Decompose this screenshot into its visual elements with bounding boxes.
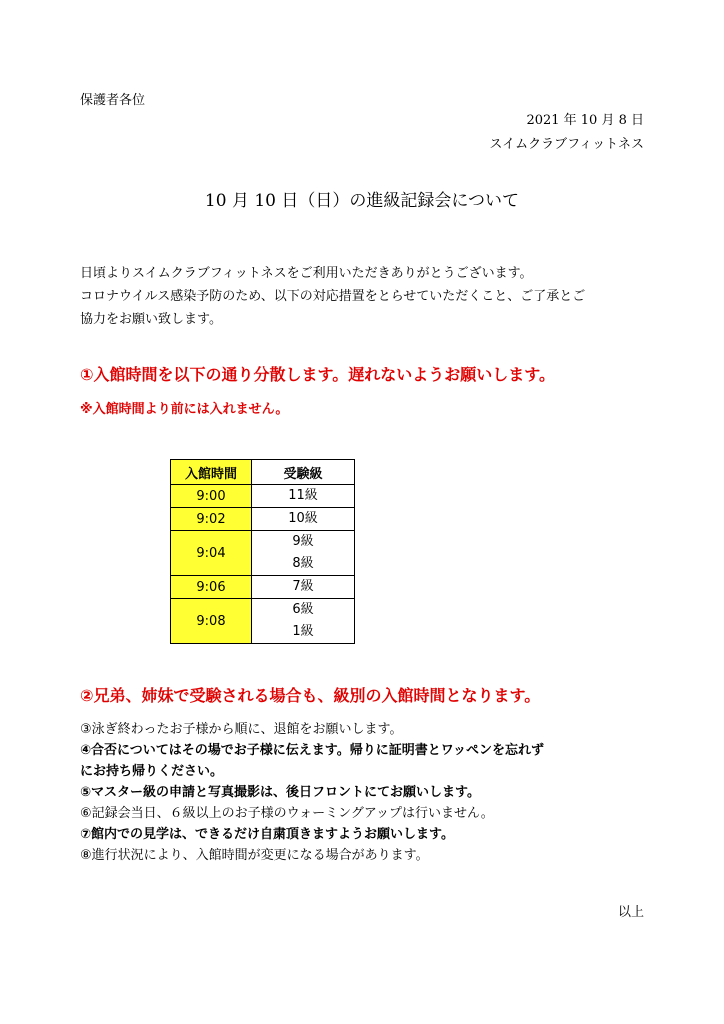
grade-cell [252, 508, 355, 531]
grade-value: 6級 [292, 602, 314, 617]
section1-heading: ①入館時間を以下の通り分散します。遅れないようお願いします。 [80, 365, 555, 384]
list-item: ⑥記録会当日、６級以上のお子様のウォーミングアップは行いません。 [80, 806, 494, 821]
entry-time-cell: 9:00 [171, 485, 252, 508]
grade-cell [252, 531, 355, 576]
intro-line: 日頃よりスイムクラブフィットネスをご利用いただきありがとうございます。 [80, 266, 533, 281]
list-item: ⑦館内での見学は、できるだけ自粛頂きますようお願いします。 [80, 827, 454, 842]
document-date: 2021 年 10 月 8 日 [526, 113, 644, 128]
grade-value: 8級 [292, 556, 314, 571]
entry-note: ※入館時間より前には入れません。 [80, 402, 289, 417]
entry-time-cell: 9:06 [171, 576, 252, 599]
list-item: ⑧進行状況により、入館時間が変更になる場合があります。 [80, 848, 429, 863]
intro-paragraph [80, 262, 585, 331]
grade-cell [252, 485, 355, 508]
table-row [171, 508, 355, 531]
list-item: にお持ち帰りください。 [80, 764, 224, 779]
entry-schedule-table [170, 459, 355, 644]
grade-value: 11級 [288, 488, 318, 503]
table-header-row [171, 460, 355, 485]
document-title: 10 月 10 日（日）の進級記録会について [204, 191, 520, 211]
intro-line: 協力をお願い致します。 [80, 312, 222, 327]
addressee: 保護者各位 [80, 93, 146, 108]
list-item: ⑤マスター級の申請と写真撮影は、後日フロントにてお願いします。 [80, 785, 480, 800]
table-row [171, 531, 355, 576]
header-entry-time: 入館時間 [171, 460, 252, 485]
table-row [171, 485, 355, 508]
entry-time-cell: 9:04 [171, 531, 252, 576]
entry-time-cell: 9:08 [171, 599, 252, 644]
grade-value: 7級 [292, 579, 314, 594]
intro-line: コロナウイルス感染予防のため、以下の対応措置をとらせていただくこと、ご了承とご [80, 289, 586, 304]
grade-cell [252, 576, 355, 599]
list-item: ④合否についてはその場でお子様に伝えます。帰りに証明書とワッペンを忘れず [80, 743, 545, 758]
closing-mark: 以上 [617, 905, 644, 920]
grade-cell [252, 599, 355, 644]
header-exam-grade: 受験級 [252, 460, 355, 485]
notice-list [80, 719, 544, 866]
section2-heading: ②兄弟、姉妹で受験される場合も、級別の入館時間となります。 [80, 686, 541, 705]
grade-value: 9級 [292, 534, 314, 549]
entry-time-cell: 9:02 [171, 508, 252, 531]
grade-value: 1級 [292, 624, 314, 639]
table-row [171, 576, 355, 599]
sender-name: スイムクラブフィットネス [489, 137, 644, 152]
table-row [171, 599, 355, 644]
grade-value: 10級 [288, 511, 318, 526]
list-item: ③泳ぎ終わったお子様から順に、退館をお願いします。 [80, 722, 403, 737]
